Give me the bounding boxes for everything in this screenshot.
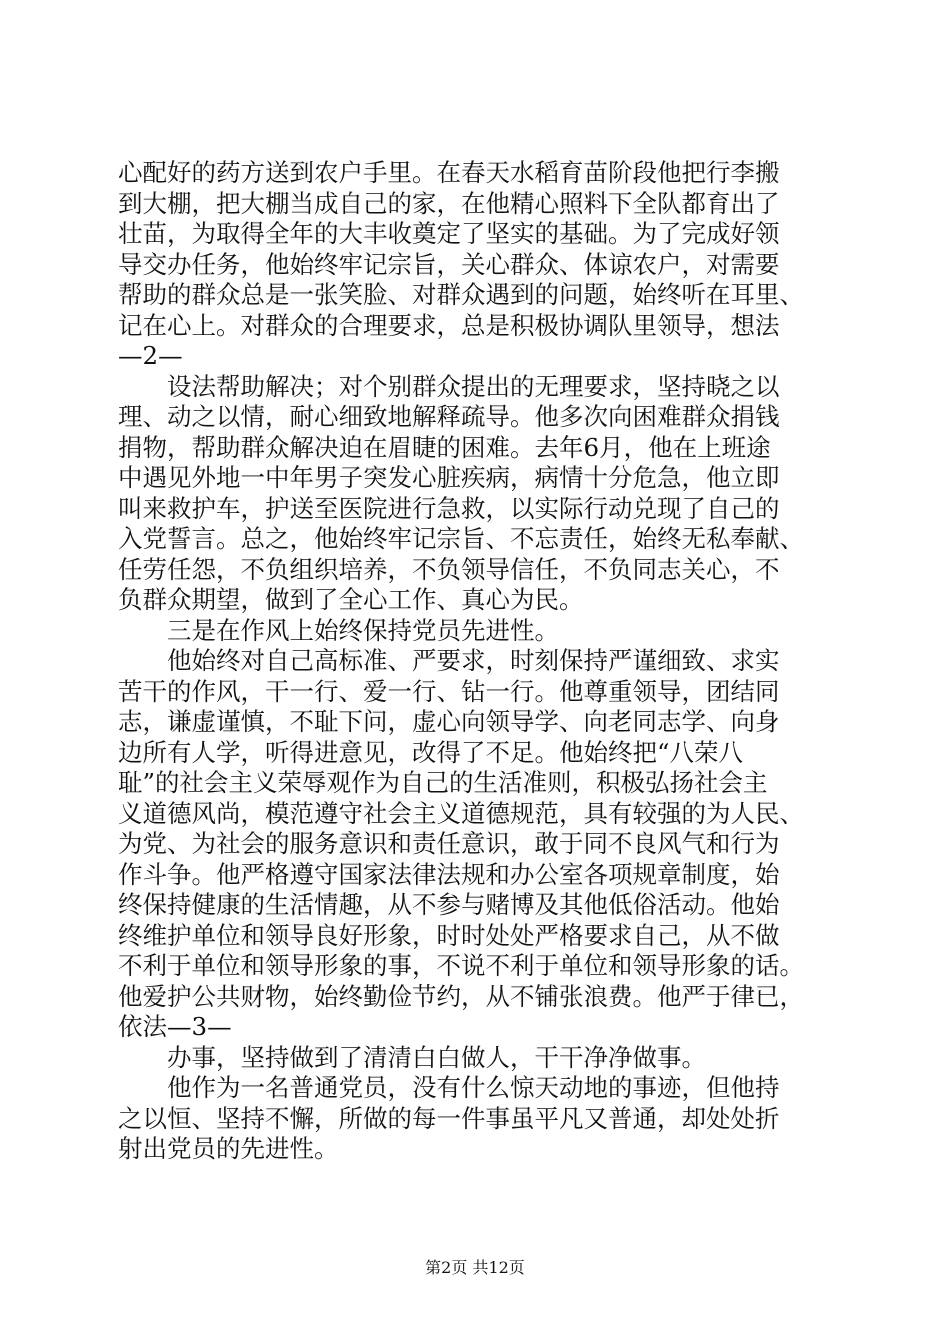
text-line: 之以恒、坚持不懈，所做的每一件事虽平凡又普通，却处处折 <box>118 1103 780 1133</box>
text-line: 捐物，帮助群众解决迫在眉睫的困难。去年6月，他在上班途 <box>118 432 771 462</box>
text-line: 他始终对自己高标准、严要求，时刻保持严谨细致、求实 <box>118 646 780 675</box>
text-line: 他爱护公共财物，始终勤俭节约，从不铺张浪费。他严于律已， <box>118 981 804 1011</box>
text-line: 叫来救护车，护送至医院进行急救，以实际行动兑现了自己的 <box>118 493 780 523</box>
text-line: 射出党员的先进性。 <box>118 1134 339 1163</box>
text-line: 边所有人学，听得进意见，改得了不足。他始终把“八荣八 <box>118 737 744 767</box>
text-line: 为党、为社会的服务意识和责任意识，敢于同不良风气和行为 <box>118 829 780 858</box>
document-body <box>118 158 838 1165</box>
text-line: 中遇见外地一中年男子突发心脏疾病，病情十分危急，他立即 <box>118 463 780 492</box>
text-line: 帮助的群众总是一张笑脸、对群众遇到的问题，始终听在耳里、 <box>118 280 804 309</box>
text-line: 导交办任务，他始终牢记宗旨，关心群众、体谅农户，对需要 <box>118 249 780 279</box>
page-footer <box>0 1258 950 1278</box>
text-line: 耻”的社会主义荣辱观作为自己的生活准则，积极弘扬社会主 <box>118 768 768 797</box>
text-line: 苦干的作风，干一行、爱一行、钻一行。他尊重领导，团结同 <box>118 676 780 706</box>
text-line: 义道德风尚，模范遵守社会主义道德规范，具有较强的为人民、 <box>118 798 804 828</box>
page-number-label: 第2页 共12页 <box>425 1258 525 1277</box>
text-line: 壮苗，为取得全年的大丰收奠定了坚实的基础。为了完成好领 <box>118 219 780 248</box>
text-line: 他作为一名普通党员，没有什么惊天动地的事迹，但他持 <box>118 1073 780 1102</box>
text-line: 不利于单位和领导形象的事，不说不利于单位和领导形象的话。 <box>118 951 804 980</box>
text-line: 心配好的药方送到农户手里。在春天水稻育苗阶段他把行李搬 <box>118 158 780 187</box>
text-line: 到大棚，把大棚当成自己的家，在他精心照料下全队都育出了 <box>118 188 780 218</box>
text-line: 任劳任怨，不负组织培养，不负领导信任，不负同志关心，不 <box>118 554 780 584</box>
text-line: 作斗争。他严格遵守国家法律法规和办公室各项规章制度，始 <box>118 859 780 889</box>
text-line: 办事，坚持做到了清清白白做人，干干净净做事。 <box>118 1042 706 1072</box>
text-line: 记在心上。对群众的合理要求，总是积极协调队里领导，想法 <box>118 310 780 340</box>
page-marker-line: —2— <box>118 341 183 370</box>
page-marker-line: 依法—3— <box>118 1012 232 1041</box>
text-line: 终维护单位和领导良好形象，时时处处严格要求自己，从不做 <box>118 920 780 950</box>
text-line: 设法帮助解决；对个别群众提出的无理要求，坚持晓之以 <box>118 371 780 401</box>
section-heading-line: 三是在作风上始终保持党员先进性。 <box>118 615 559 645</box>
text-line: 终保持健康的生活情趣，从不参与赌博及其他低俗活动。他始 <box>118 890 780 919</box>
text-line: 入党誓言。总之，他始终牢记宗旨、不忘责任，始终无私奉献、 <box>118 524 804 553</box>
text-line: 负群众期望，做到了全心工作、真心为民。 <box>118 585 584 614</box>
text-line: 志，谦虚谨慎，不耻下问，虚心向领导学、向老同志学、向身 <box>118 707 780 736</box>
text-line: 理、动之以情，耐心细致地解释疏导。他多次向困难群众捐钱 <box>118 402 780 431</box>
